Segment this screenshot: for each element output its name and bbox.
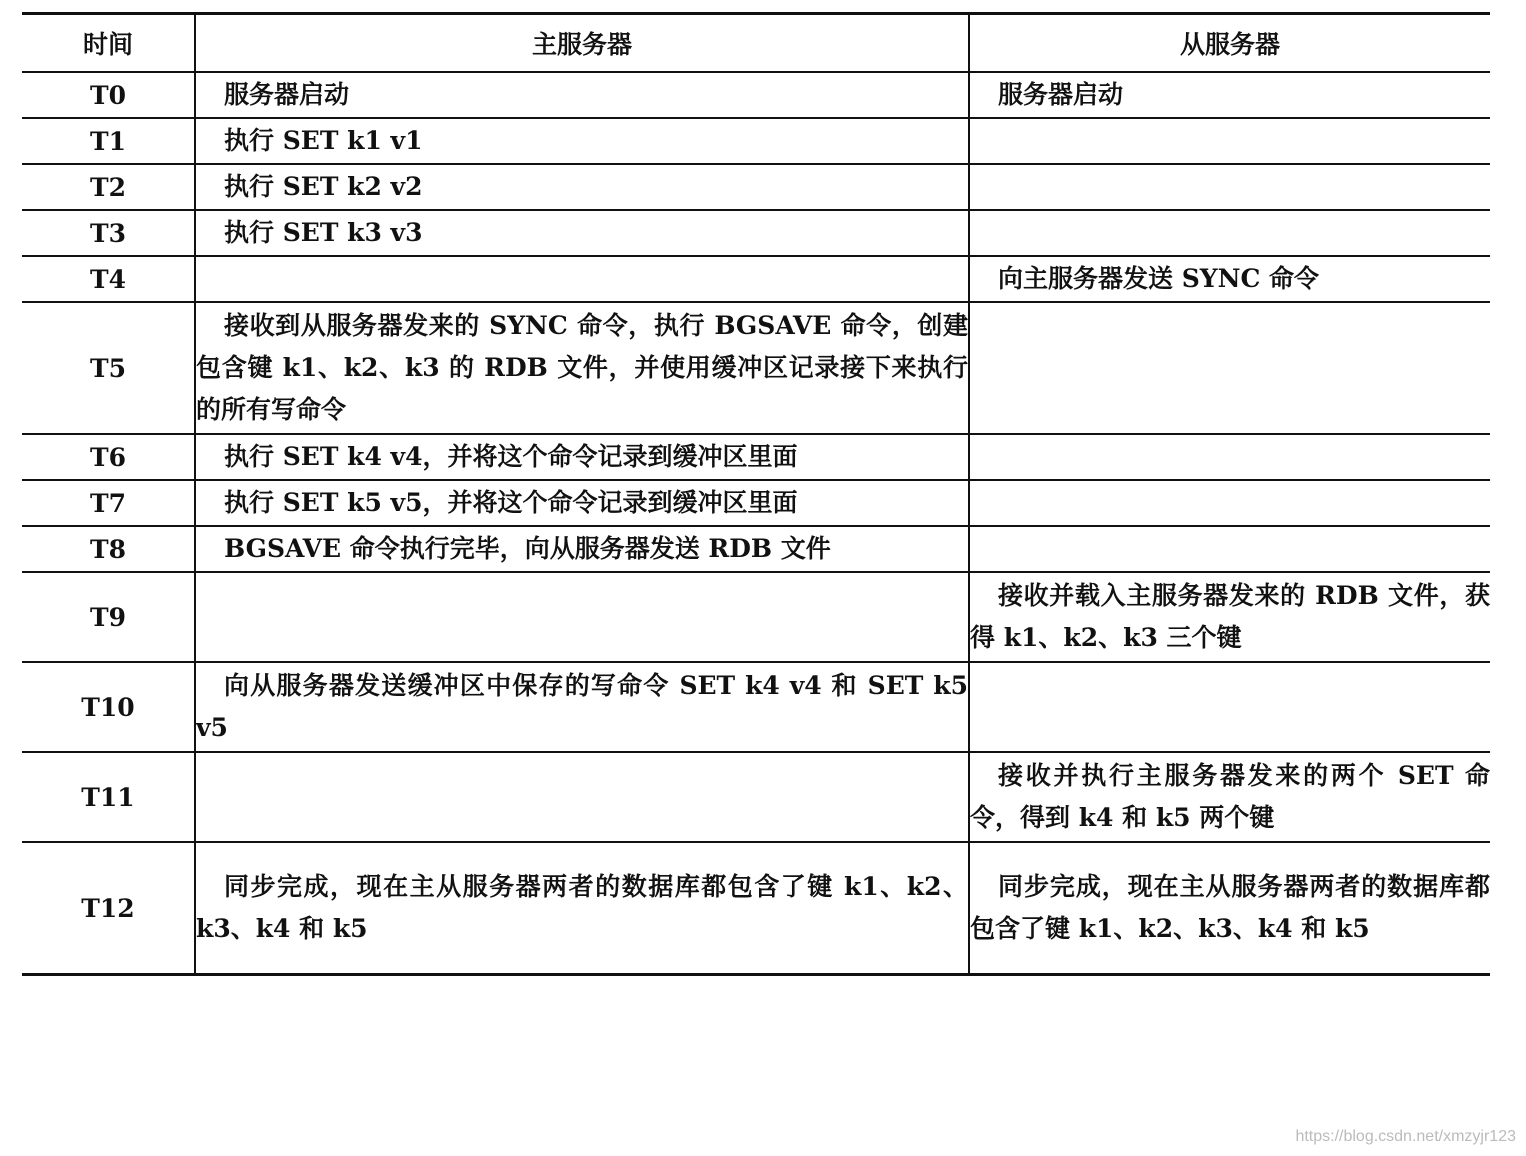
time-cell: T4 <box>22 256 195 302</box>
slave-text: 接收并执行主服务器发来的两个 SET 命令，得到 k4 和 k5 两个键 <box>970 761 1490 832</box>
table-header-row <box>22 14 1490 73</box>
master-cell <box>195 526 969 572</box>
master-text: 服务器启动 <box>224 80 350 109</box>
master-cell <box>195 256 969 302</box>
master-cell <box>195 302 969 434</box>
time-cell: T5 <box>22 302 195 434</box>
time-cell: T6 <box>22 434 195 480</box>
slave-cell <box>969 842 1490 975</box>
master-cell <box>195 434 969 480</box>
master-text: 执行 SET k2 v2 <box>224 172 423 201</box>
time-cell: T11 <box>22 752 195 842</box>
slave-cell <box>969 526 1490 572</box>
table-row <box>22 118 1490 164</box>
time-cell: T8 <box>22 526 195 572</box>
master-text: 执行 SET k1 v1 <box>224 126 423 155</box>
master-cell <box>195 210 969 256</box>
time-cell: T7 <box>22 480 195 526</box>
master-text: 执行 SET k3 v3 <box>224 218 423 247</box>
header-slave: 从服务器 <box>969 14 1490 73</box>
table-row <box>22 526 1490 572</box>
table-row <box>22 572 1490 662</box>
master-text: BGSAVE 命令执行完毕，向从服务器发送 RDB 文件 <box>224 534 831 563</box>
master-cell <box>195 572 969 662</box>
time-cell: T3 <box>22 210 195 256</box>
table-row <box>22 302 1490 434</box>
slave-text: 向主服务器发送 SYNC 命令 <box>998 264 1320 293</box>
master-cell <box>195 842 969 975</box>
slave-cell <box>969 118 1490 164</box>
time-cell: T1 <box>22 118 195 164</box>
table-row <box>22 752 1490 842</box>
master-cell <box>195 752 969 842</box>
table-row <box>22 256 1490 302</box>
table-row <box>22 434 1490 480</box>
slave-cell <box>969 210 1490 256</box>
slave-text: 服务器启动 <box>998 80 1124 109</box>
slave-cell <box>969 434 1490 480</box>
sync-timeline-table <box>22 12 1490 976</box>
time-cell: T0 <box>22 72 195 118</box>
table-row <box>22 480 1490 526</box>
time-cell: T9 <box>22 572 195 662</box>
table-row <box>22 842 1490 975</box>
slave-cell <box>969 752 1490 842</box>
master-text: 执行 SET k5 v5，并将这个命令记录到缓冲区里面 <box>224 488 798 517</box>
slave-cell <box>969 256 1490 302</box>
master-cell <box>195 662 977 752</box>
watermark-url: https://blog.csdn.net/xmzyjr123 <box>1295 1128 1516 1145</box>
master-text: 向从服务器发送缓冲区中保存的写命令 SET k4 v4 和 SET k5 v5 <box>196 671 977 742</box>
table-row <box>22 662 1490 752</box>
table-row <box>22 210 1490 256</box>
table-row <box>22 72 1490 118</box>
master-cell <box>195 164 969 210</box>
time-cell: T12 <box>22 842 195 975</box>
master-cell <box>195 118 969 164</box>
slave-cell <box>969 164 1490 210</box>
slave-cell <box>969 572 1490 662</box>
table-row <box>22 164 1490 210</box>
time-cell: T10 <box>22 662 195 752</box>
slave-text: 同步完成，现在主从服务器两者的数据库都包含了键 k1、k2、k3、k4 和 k5 <box>970 872 1490 943</box>
master-cell <box>195 480 969 526</box>
slave-cell <box>969 480 1490 526</box>
slave-cell <box>969 72 1490 118</box>
slave-cell <box>969 302 1490 434</box>
master-text: 同步完成，现在主从服务器两者的数据库都包含了键 k1、k2、k3、k4 和 k5 <box>196 872 968 943</box>
header-time: 时间 <box>22 14 195 73</box>
master-text: 执行 SET k4 v4，并将这个命令记录到缓冲区里面 <box>224 442 798 471</box>
slave-text: 接收并载入主服务器发来的 RDB 文件，获得 k1、k2、k3 三个键 <box>970 581 1490 652</box>
master-cell <box>195 72 969 118</box>
master-text: 接收到从服务器发来的 SYNC 命令，执行 BGSAVE 命令，创建包含键 k1、k2、k3 的 RDB 文件，并使用缓冲区记录接下来执行的所有写命令 <box>196 311 968 424</box>
header-master: 主服务器 <box>195 14 969 73</box>
slave-cell <box>969 662 1490 752</box>
time-cell: T2 <box>22 164 195 210</box>
